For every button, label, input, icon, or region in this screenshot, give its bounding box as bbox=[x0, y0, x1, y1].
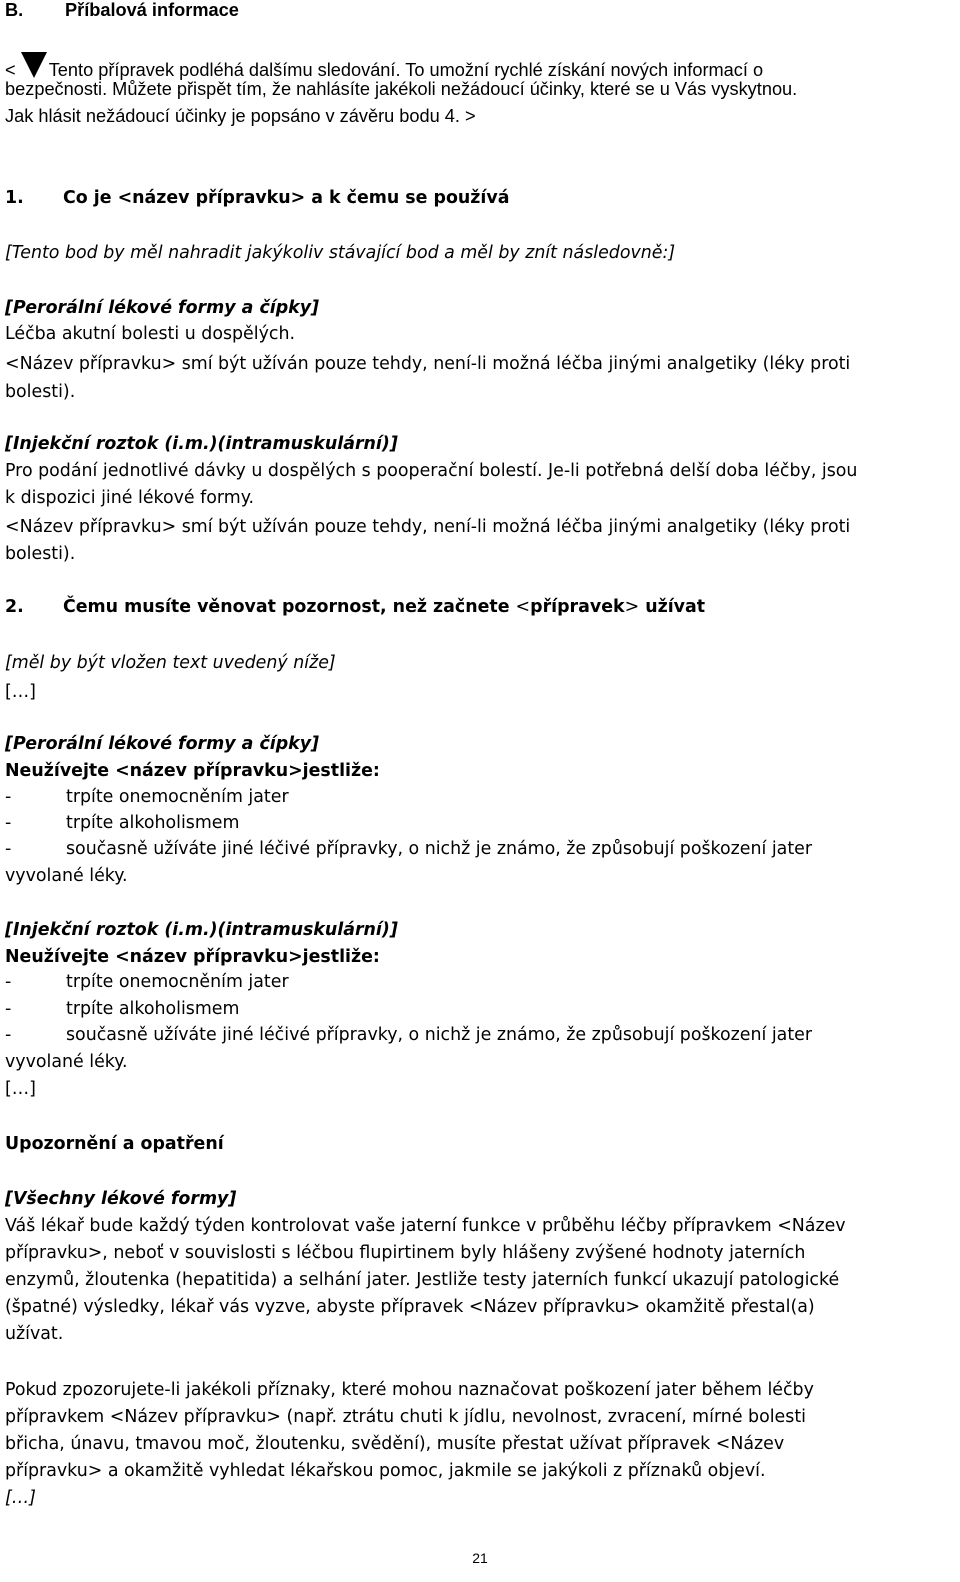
notice-text-1: Tento přípravek podléhá dalšímu sledování. To umožní rychlé získání nových informací o bbox=[48, 60, 764, 80]
notice-line-1 bbox=[5, 52, 763, 80]
notice-open-bracket: < bbox=[5, 60, 16, 80]
text-line: Léčba akutní bolesti u dospělých. bbox=[5, 324, 295, 344]
list-item bbox=[5, 1026, 812, 1045]
list-dash: - bbox=[5, 813, 12, 833]
list-item-text: trpíte onemocněním jater bbox=[66, 787, 289, 807]
section-2-instruction: [měl by být vložen text uvedený níže] bbox=[5, 653, 336, 673]
bracket-open: < bbox=[515, 597, 531, 617]
list-item-continuation: vyvolané léky. bbox=[5, 1052, 128, 1072]
text-line: enzymů, žloutenka (hepatitida) a selhání jater. Jestliže testy jaterních funkcí ukazují patologické bbox=[5, 1270, 840, 1290]
section-1-heading bbox=[5, 189, 509, 208]
black-triangle-icon bbox=[21, 52, 47, 78]
text-line: přípravku>, neboť v souvislosti s léčbou flupirtinem byly hlášeny zvýšené hodnoty jaterních bbox=[5, 1243, 806, 1263]
oral-forms-heading: [Perorální lékové formy a čípky] bbox=[5, 734, 320, 754]
list-dash: - bbox=[5, 972, 12, 992]
section-2-number: 2. bbox=[5, 597, 24, 617]
contraindication-heading: Neužívejte <název přípravku>jestliže: bbox=[5, 761, 380, 781]
text-line: (špatné) výsledky, lékař vás vyzve, abyste přípravek <Název přípravku> okamžitě přestal(a) bbox=[5, 1297, 815, 1317]
section-2-title: Čemu musíte věnovat pozornost, než začnete bbox=[63, 597, 516, 617]
list-item-continuation: vyvolané léky. bbox=[5, 866, 128, 886]
list-dash: - bbox=[5, 839, 12, 859]
contraindication-heading: Neužívejte <název přípravku>jestliže: bbox=[5, 947, 380, 967]
text-line: k dispozici jiné lékové formy. bbox=[5, 488, 255, 508]
text-line: přípravkem <Název přípravku> (např. ztrátu chuti k jídlu, nevolnost, zvracení, mírné bolesti bbox=[5, 1407, 806, 1427]
list-item bbox=[5, 840, 812, 859]
list-dash: - bbox=[5, 999, 12, 1019]
list-item-text: trpíte alkoholismem bbox=[66, 813, 240, 833]
text-line: břicha, únavu, tmavou moč, žloutenku, svědění), musíte přestat užívat přípravek <Název bbox=[5, 1434, 785, 1454]
notice-line-2: bezpečnosti. Můžete přispět tím, že nahlásíte jakékoli nežádoucí účinky, které se u Vás vyskytnou. bbox=[5, 79, 798, 99]
ellipsis: […] bbox=[5, 1079, 36, 1099]
oral-forms-heading: [Perorální lékové formy a čípky] bbox=[5, 298, 320, 318]
all-forms-heading: [Všechny lékové formy] bbox=[5, 1189, 237, 1209]
ellipsis: […] bbox=[5, 1488, 36, 1508]
list-item bbox=[5, 788, 289, 807]
text-line: <Název přípravku> smí být užíván pouze tehdy, není-li možná léčba jinými analgetiky (léky proti bbox=[5, 517, 851, 537]
bracket-close: > bbox=[624, 597, 640, 617]
notice-line-3: Jak hlásit nežádoucí účinky je popsáno v závěru bodu 4. > bbox=[5, 106, 476, 126]
list-item-text: současně užíváte jiné léčivé přípravky, o nichž je známo, že způsobují poškození jater bbox=[66, 839, 812, 859]
list-item bbox=[5, 1000, 239, 1019]
text-line: Váš lékař bude každý týden kontrolovat vaše jaterní funkce v průběhu léčby přípravkem <Název bbox=[5, 1216, 846, 1236]
section-1-title: Co je <název přípravku> a k čemu se používá bbox=[63, 188, 510, 208]
text-line: Pro podání jednotlivé dávky u dospělých s pooperační bolestí. Je-li potřebná delší doba léčby, jsou bbox=[5, 461, 858, 481]
page-number: 21 bbox=[472, 1550, 488, 1566]
section-heading bbox=[5, 0, 239, 20]
text-line: Pokud zpozorujete-li jakékoli příznaky, které mohou naznačovat poškození jater během léčby bbox=[5, 1380, 814, 1400]
section-2-title-end: užívat bbox=[639, 597, 706, 617]
section-1-instruction: [Tento bod by měl nahradit jakýkoliv stávající bod a měl by znít následovně:] bbox=[5, 243, 676, 263]
text-line: <Název přípravku> smí být užíván pouze tehdy, není-li možná léčba jinými analgetiky (léky proti bbox=[5, 354, 851, 374]
text-line: přípravku> a okamžitě vyhledat lékařskou pomoc, jakmile se jakýkoli z příznaků objeví. bbox=[5, 1461, 766, 1481]
list-dash: - bbox=[5, 787, 12, 807]
list-item-text: trpíte onemocněním jater bbox=[66, 972, 289, 992]
text-line: bolesti). bbox=[5, 382, 76, 402]
list-item bbox=[5, 814, 239, 833]
warnings-heading: Upozornění a opatření bbox=[5, 1134, 224, 1154]
list-dash: - bbox=[5, 1025, 12, 1045]
section-label: B. bbox=[5, 0, 24, 20]
injection-heading: [Injekční roztok (i.m.)(intramuskulární)] bbox=[5, 434, 398, 454]
list-item bbox=[5, 973, 289, 992]
section-1-number: 1. bbox=[5, 188, 24, 208]
text-line: bolesti). bbox=[5, 544, 76, 564]
section-2-heading bbox=[5, 598, 705, 617]
injection-heading: [Injekční roztok (i.m.)(intramuskulární)] bbox=[5, 920, 398, 940]
text-line: užívat. bbox=[5, 1324, 64, 1344]
list-item-text: současně užíváte jiné léčivé přípravky, o nichž je známo, že způsobují poškození jater bbox=[66, 1025, 812, 1045]
ellipsis: […] bbox=[5, 682, 36, 702]
placeholder-text: přípravek bbox=[530, 597, 625, 617]
list-item-text: trpíte alkoholismem bbox=[66, 999, 240, 1019]
section-title: Příbalová informace bbox=[65, 0, 239, 20]
